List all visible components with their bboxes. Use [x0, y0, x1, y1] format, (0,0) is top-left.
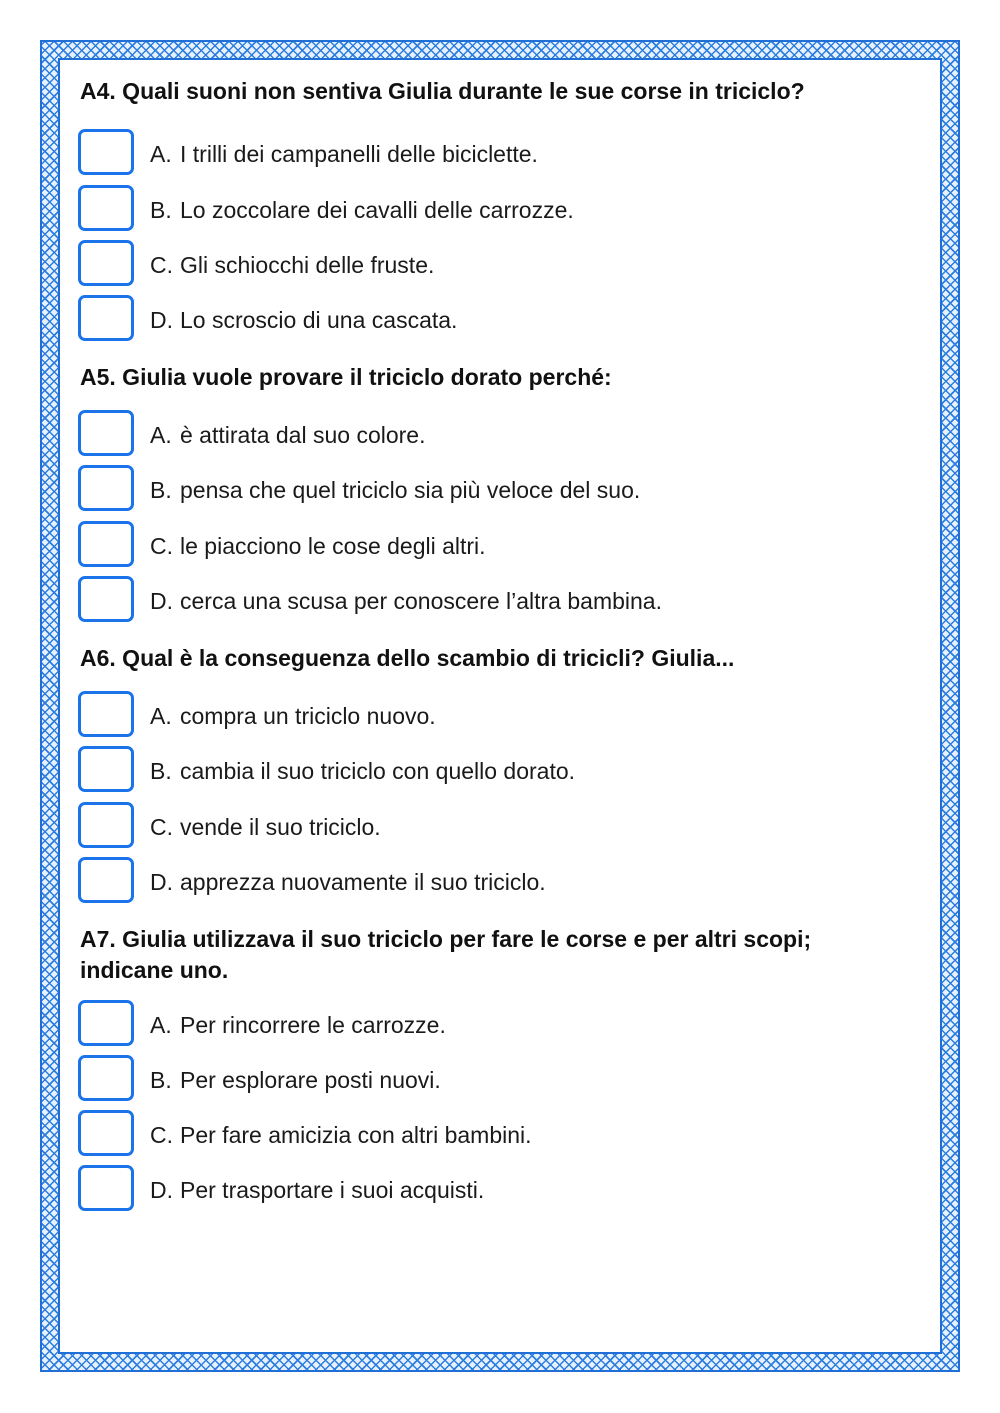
option-letter: D. [150, 588, 173, 614]
question-a7-title: A7. Giulia utilizzava il suo triciclo per fare le corse e per altri scopi; indicane uno. [80, 926, 812, 983]
answer-checkbox[interactable] [78, 1055, 134, 1101]
answer-checkbox[interactable] [78, 1165, 134, 1211]
option-letter: C. [150, 533, 173, 559]
answer-checkbox[interactable] [78, 746, 134, 792]
option-a6-a[interactable] [78, 691, 898, 739]
question-a4-title: A4. Quali suoni non sentiva Giulia durante le sue corse in triciclo? [80, 78, 805, 104]
option-a5-c[interactable] [78, 521, 898, 569]
option-a7-a[interactable] [78, 1000, 898, 1048]
answer-checkbox[interactable] [78, 521, 134, 567]
option-letter: A. [150, 703, 172, 729]
option-letter: C. [150, 1122, 173, 1148]
option-a7-d[interactable] [78, 1165, 898, 1213]
option-letter: C. [150, 252, 173, 278]
option-a7-b[interactable] [78, 1055, 898, 1103]
answer-checkbox[interactable] [78, 410, 134, 456]
option-a4-a[interactable] [78, 129, 898, 177]
option-a6-c[interactable] [78, 802, 898, 850]
question-a5-title: A5. Giulia vuole provare il triciclo dorato perché: [80, 364, 612, 390]
answer-checkbox[interactable] [78, 691, 134, 737]
option-label: è attirata dal suo colore. [180, 422, 426, 448]
option-letter: D. [150, 1177, 173, 1203]
answer-checkbox[interactable] [78, 185, 134, 231]
option-letter: B. [150, 758, 172, 784]
answer-checkbox[interactable] [78, 295, 134, 341]
answer-checkbox[interactable] [78, 129, 134, 175]
option-a4-d[interactable] [78, 295, 898, 343]
answer-checkbox[interactable] [78, 465, 134, 511]
option-label: I trilli dei campanelli delle biciclette. [180, 141, 538, 167]
option-label: Lo zoccolare dei cavalli delle carrozze. [180, 197, 574, 223]
answer-checkbox[interactable] [78, 1000, 134, 1046]
option-label: Lo scroscio di una cascata. [180, 307, 458, 333]
option-label: Per trasportare i suoi acquisti. [180, 1177, 485, 1203]
answer-checkbox[interactable] [78, 857, 134, 903]
option-label: le piacciono le cose degli altri. [180, 533, 486, 559]
option-a4-b[interactable] [78, 185, 898, 233]
answer-checkbox[interactable] [78, 576, 134, 622]
option-a5-b[interactable] [78, 465, 898, 513]
option-letter: A. [150, 422, 172, 448]
option-label: cambia il suo triciclo con quello dorato. [180, 758, 576, 784]
option-a6-b[interactable] [78, 746, 898, 794]
answer-checkbox[interactable] [78, 240, 134, 286]
option-label: Per rincorrere le carrozze. [180, 1012, 446, 1038]
option-label: cerca una scusa per conoscere l’altra bambina. [180, 588, 662, 614]
option-label: pensa che quel triciclo sia più veloce del suo. [180, 477, 641, 503]
option-label: vende il suo triciclo. [180, 814, 381, 840]
answer-checkbox[interactable] [78, 802, 134, 848]
option-a4-c[interactable] [78, 240, 898, 288]
option-letter: B. [150, 197, 172, 223]
option-letter: D. [150, 869, 173, 895]
option-letter: C. [150, 814, 173, 840]
option-letter: D. [150, 307, 173, 333]
question-a6-title: A6. Qual è la conseguenza dello scambio di tricicli? Giulia... [80, 645, 735, 671]
option-letter: B. [150, 477, 172, 503]
option-a7-c[interactable] [78, 1110, 898, 1158]
option-letter: A. [150, 1012, 172, 1038]
option-label: apprezza nuovamente il suo triciclo. [180, 869, 546, 895]
option-letter: A. [150, 141, 172, 167]
option-a5-d[interactable] [78, 576, 898, 624]
option-label: Gli schiocchi delle fruste. [180, 252, 435, 278]
option-a5-a[interactable] [78, 410, 898, 458]
option-a6-d[interactable] [78, 857, 898, 905]
option-label: Per esplorare posti nuovi. [180, 1067, 441, 1093]
option-label: Per fare amicizia con altri bambini. [180, 1122, 532, 1148]
option-label: compra un triciclo nuovo. [180, 703, 436, 729]
option-letter: B. [150, 1067, 172, 1093]
answer-checkbox[interactable] [78, 1110, 134, 1156]
